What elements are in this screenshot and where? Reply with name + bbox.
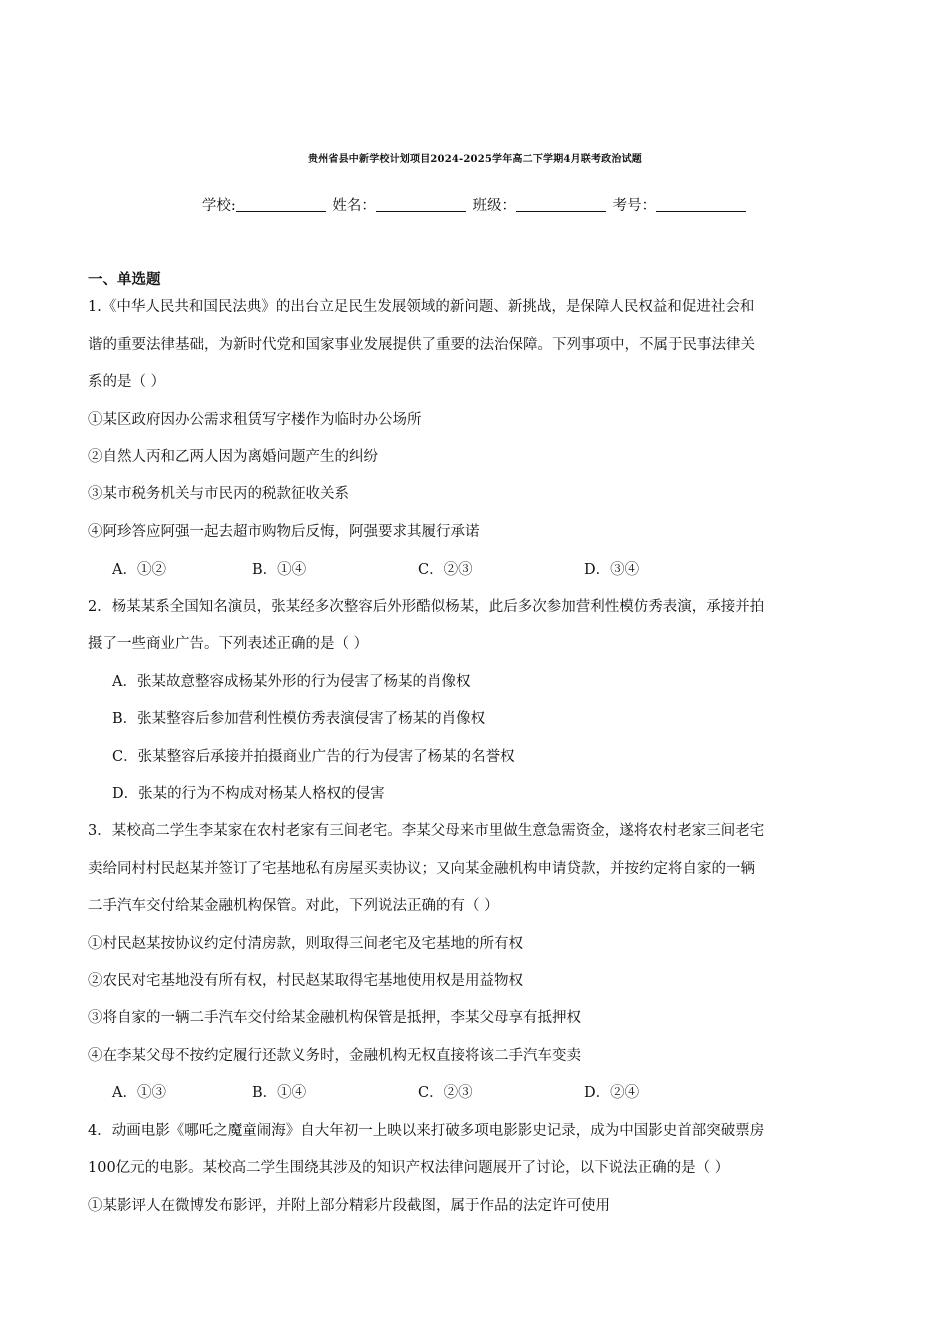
- q3-item: ②农民对宅基地没有所有权，村民赵某取得宅基地使用权是用益物权: [88, 973, 523, 989]
- section-heading: 一、单选题: [88, 271, 161, 288]
- q3-line: 二手汽车交付给某金融机构保管。对此，下列说法正确的有（ ）: [88, 898, 499, 914]
- q1-line: 系的是（ ）: [88, 374, 166, 390]
- q3-option-a[interactable]: A．①③: [112, 1085, 166, 1101]
- name-label: 姓名：: [332, 198, 376, 214]
- exam-number-blank[interactable]: [656, 197, 746, 212]
- q2-line: 摄了一些商业广告。下列表述正确的是（ ）: [88, 636, 369, 652]
- q3-item: ④在李某父母不按约定履行还款义务时，金融机构无权直接将该二手汽车变卖: [88, 1048, 581, 1064]
- page-title: 贵州省县中新学校计划项目2024-2025学年高二下学期4月联考政治试题: [308, 154, 642, 165]
- school-blank[interactable]: [236, 197, 326, 212]
- q3-item: ③将自家的一辆二手汽车交付给某金融机构保管是抵押，李某父母享有抵押权: [88, 1010, 581, 1026]
- q3-option-b[interactable]: B．①④: [252, 1085, 307, 1101]
- q1-option-c[interactable]: C．②③: [418, 562, 473, 578]
- q3-item: ①村民赵某按协议约定付清房款，则取得三间老宅及宅基地的所有权: [88, 936, 523, 952]
- q1-option-b[interactable]: B．①④: [252, 562, 307, 578]
- q1-item: ④阿珍答应阿强一起去超市购物后反悔，阿强要求其履行承诺: [88, 524, 480, 540]
- q1-line: 1.《中华人民共和国民法典》的出台立足民生发展领域的新问题、新挑战，是保障人民权益和促进社会和: [88, 299, 755, 315]
- class-blank[interactable]: [516, 197, 606, 212]
- q1-item: ①某区政府因办公需求租赁写字楼作为临时办公场所: [88, 412, 422, 428]
- q4-item: ①某影评人在微博发布影评，并附上部分精彩片段截图，属于作品的法定许可使用: [88, 1198, 610, 1214]
- school-label: 学校:: [201, 198, 236, 214]
- q3-option-d[interactable]: D．②④: [584, 1085, 640, 1101]
- q4-line: 4．动画电影《哪吒之魔童闹海》自大年初一上映以来打破多项电影影史记录，成为中国影史首部突破票房: [88, 1123, 765, 1139]
- q1-option-d[interactable]: D．③④: [584, 562, 640, 578]
- q2-option-a[interactable]: A．张某故意整容成杨某外形的行为侵害了杨某的肖像权: [112, 674, 471, 690]
- q1-option-a[interactable]: A．①②: [112, 562, 166, 578]
- q2-option-c[interactable]: C．张某整容后承接并拍摄商业广告的行为侵害了杨某的名誉权: [112, 749, 515, 765]
- q4-line: 100亿元的电影。某校高二学生围绕其涉及的知识产权法律问题展开了讨论，以下说法正确的是（ ）: [88, 1160, 730, 1176]
- exam-number-label: 考号：: [612, 198, 657, 214]
- q2-option-b[interactable]: B．张某整容后参加营利性模仿秀表演侵害了杨某的肖像权: [112, 711, 486, 727]
- class-label: 班级：: [472, 198, 516, 214]
- q3-option-c[interactable]: C．②③: [418, 1085, 473, 1101]
- q3-line: 卖给同村村民赵某并签订了宅基地私有房屋买卖协议；又向某金融机构申请贷款，并按约定将自家的一辆: [88, 861, 755, 877]
- q1-item: ③某市税务机关与市民丙的税款征收关系: [88, 486, 349, 502]
- q2-option-d[interactable]: D．张某的行为不构成对杨某人格权的侵害: [112, 786, 385, 802]
- q1-item: ②自然人丙和乙两人因为离婚问题产生的纠纷: [88, 449, 378, 465]
- q1-line: 谐的重要法律基础，为新时代党和国家事业发展提供了重要的法治保障。下列事项中，不属于民事法律关: [88, 337, 755, 353]
- q3-line: 3．某校高二学生李某家在农村老家有三间老宅。李某父母来市里做生意急需资金，遂将农村老家三间老宅: [88, 823, 765, 839]
- q2-line: 2．杨某某系全国知名演员，张某经多次整容后外形酷似杨某，此后多次参加营利性模仿秀表演，承接并拍: [88, 599, 765, 615]
- student-info-row: [0, 194, 950, 215]
- name-blank[interactable]: [376, 197, 466, 212]
